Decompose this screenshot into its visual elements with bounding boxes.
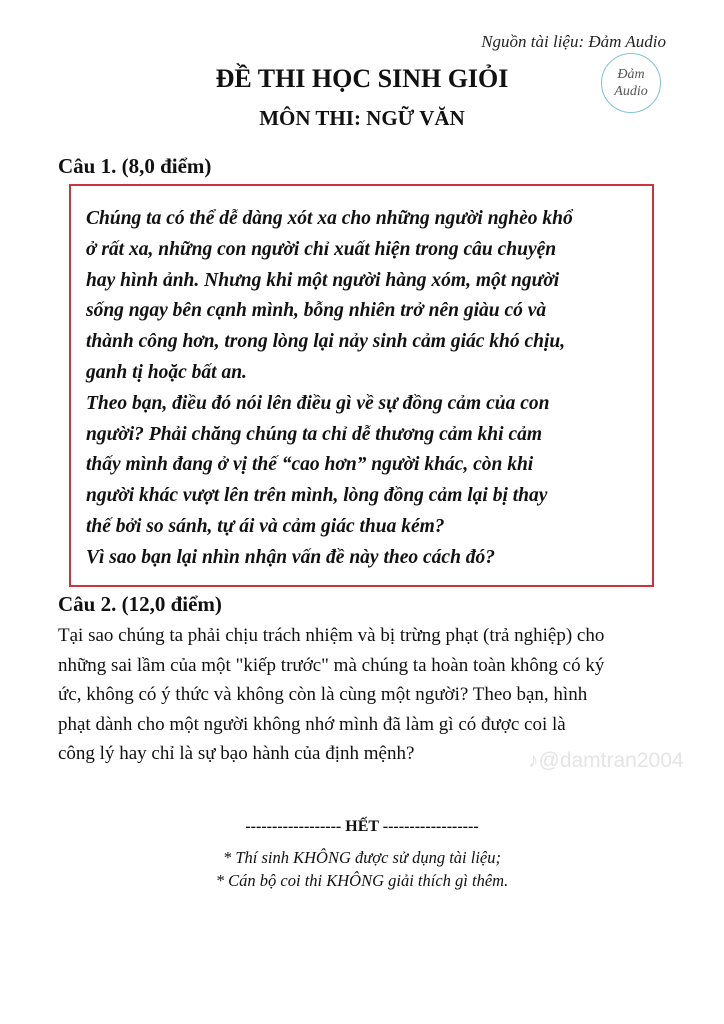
end-marker: ------------------ HẾT ------------------: [245, 818, 479, 835]
logo-text-line2: Audio: [614, 84, 648, 99]
source-note: Nguồn tài liệu: Đảm Audio: [481, 32, 666, 51]
question1-line: ganh tị hoặc bất an.: [86, 361, 247, 383]
question1-line: Theo bạn, điều đó nói lên điều gì về sự đồng cảm của con: [86, 392, 550, 414]
question1-line: thế bởi so sánh, tự ái và cảm giác thua kém?: [86, 515, 445, 537]
question1-box: [69, 184, 654, 587]
question1-text: [86, 204, 638, 574]
tiktok-watermark: ♪@damtran2004: [528, 749, 684, 772]
question2-line: ức, không có ý thức và không còn là cùng một người? Theo bạn, hình: [58, 684, 588, 705]
question2-line: Tại sao chúng ta phải chịu trách nhiệm và bị trừng phạt (trả nghiệp) cho: [58, 625, 605, 646]
question2-line: phạt dành cho một người không nhớ mình đã làm gì có được coi là: [58, 713, 566, 735]
question1-heading: Câu 1. (8,0 điểm): [58, 154, 212, 178]
exam-subject: MÔN THI: NGỮ VĂN: [259, 106, 465, 130]
question2-line: những sai lầm của một "kiếp trước" mà chúng ta hoàn toàn không có ký: [58, 654, 605, 676]
logo-text-line1: Đảm: [617, 67, 645, 82]
question1-line: Vì sao bạn lại nhìn nhận vấn đề này theo cách đó?: [86, 546, 496, 568]
note-no-explanation: * Cán bộ coi thi KHÔNG giải thích gì thêm.: [215, 871, 509, 890]
question1-line: người? Phải chăng chúng ta chỉ dễ thương cảm khi cảm: [86, 423, 543, 445]
question1-line: Chúng ta có thể dễ dàng xót xa cho những người nghèo khổ: [86, 208, 573, 229]
question2-heading: Câu 2. (12,0 điểm): [58, 592, 222, 616]
question2-line: công lý hay chỉ là sự bạo hành của định mệnh?: [58, 743, 415, 764]
question1-line: hay hình ảnh. Nhưng khi một người hàng xóm, một người: [86, 269, 560, 291]
question1-line: ở rất xa, những con người chỉ xuất hiện trong câu chuyện: [86, 238, 557, 260]
question1-line: thành công hơn, trong lòng lại nảy sinh cảm giác khó chịu,: [86, 331, 566, 353]
exam-notes: [0, 846, 724, 892]
question1-line: thấy mình đang ở vị thế “cao hơn” người khác, còn khi: [86, 454, 534, 476]
question2-text: [58, 621, 678, 769]
exam-title: ĐỀ THI HỌC SINH GIỎI: [215, 64, 509, 93]
question1-line: người khác vượt lên trên mình, lòng đồng cảm lại bị thay: [86, 485, 548, 507]
note-no-materials: * Thí sinh KHÔNG được sử dụng tài liệu;: [223, 848, 501, 867]
question1-line: sống ngay bên cạnh mình, bỗng nhiên trở nên giàu có và: [86, 300, 547, 322]
